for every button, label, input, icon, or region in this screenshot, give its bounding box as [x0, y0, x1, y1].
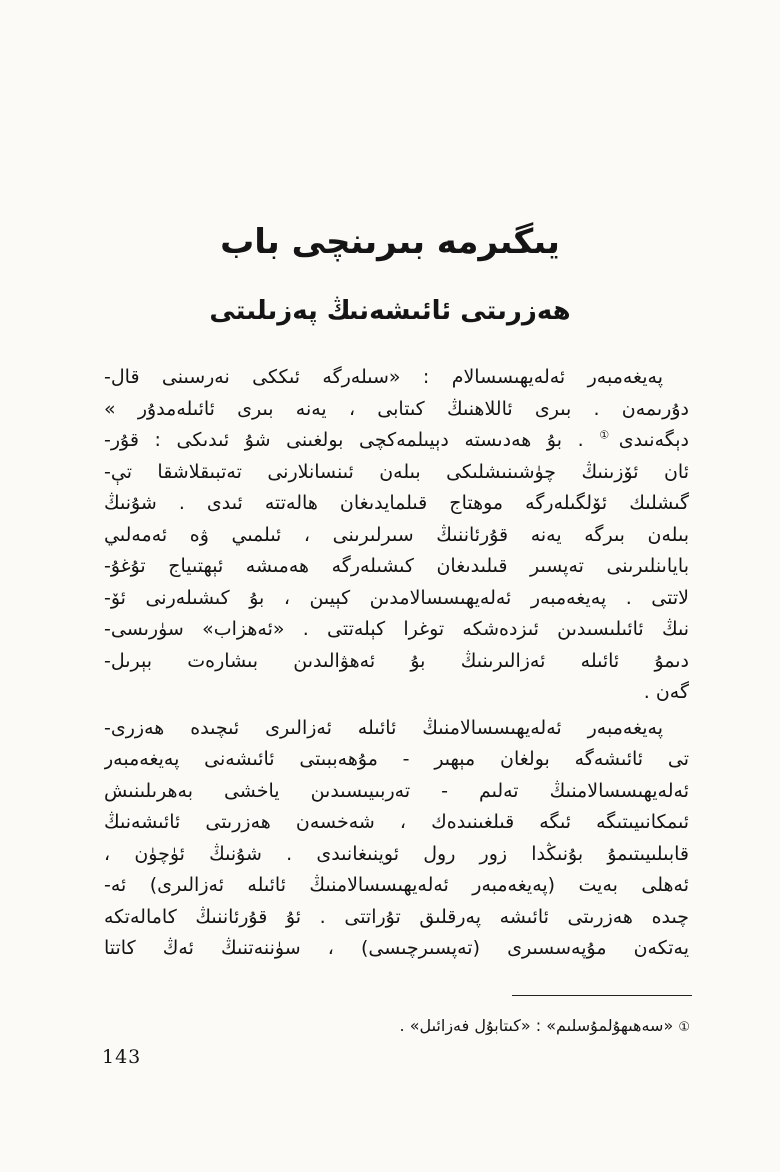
- chapter-title: يىگىرمە بىرىنچى باب: [220, 222, 560, 262]
- text-line: تى ئائىشەگە بولغان مېھىر - مۇھەببىتى ئائىشەنى پەيغەمبەر: [104, 748, 689, 770]
- footnote-text: «سەھىھۇلمۇسلىم» : «كىتابۇل فەزائىل» .: [399, 1016, 674, 1035]
- text-line: پەيغەمبەر ئەلەيھىسسالامنىڭ ئائىلە ئەزالىرى ئىچىدە ھەزرى-: [104, 716, 663, 739]
- text-line: نىڭ ئائىلىسىدىن ئىزدەشكە توغرا كېلەتتى . «ئەھزاب» سۈرىسى-: [104, 618, 689, 640]
- text-line: يەتكەن مۇپەسسىرى (تەپسىرچىسى) ، سۈننەتنىڭ ئەڭ كاتتا: [104, 937, 689, 959]
- text-line-with-footnote: [104, 425, 689, 457]
- footnote-marker: ①: [678, 1020, 690, 1035]
- text-line: گىشلىك ئۆلگىلەرگە موھتاج قىلمايدىغان ھالەتتە ئىدى . شۇنىڭ: [104, 492, 689, 514]
- body-text: [104, 362, 689, 965]
- footnote: [250, 1016, 690, 1035]
- text-line: ئەھلى بەيت (پەيغەمبەر ئەلەيھىسسالامنىڭ ئائىلە ئەزالىرى) ئە-: [104, 874, 689, 896]
- text-line: دىمۇ ئائىلە ئەزالىرىنىڭ بۇ ئەھۋالىدىن بىشارەت بېرىل-: [104, 649, 689, 672]
- paragraph-2: [104, 713, 689, 965]
- text-line: دۇرىمەن . بىرى ئاللاھنىڭ كىتابى ، يەنە بىرى ئائىلەمدۇر »: [104, 397, 689, 420]
- paragraph-1: [104, 362, 689, 709]
- section-title: ھەزرىتى ئائىشەنىڭ پەزىلىتى: [209, 296, 571, 326]
- text-line: لاتتى . پەيغەمبەر ئەلەيھىسسالامدىن كېيىن ، بۇ كىشىلەرنى ئۆ-: [104, 586, 689, 609]
- text-line: باياىنلىرىنى تەپسىر قىلىدىغان كىشىلەرگە ھەمىشە ئېھتىياج تۇغۇ-: [104, 555, 689, 577]
- text-line: ئان ئۆزىنىڭ چۈشىنىشلىكى بىلەن ئىنسانلارنى تەتبىقلاشقا تې-: [104, 460, 689, 483]
- page-number: 143: [102, 1046, 142, 1068]
- footnote-divider: [512, 995, 692, 996]
- text-line: قابىلىيىتىمۇ بۇنىڭدا زور رول ئوينىغانىدى . شۇنىڭ ئۈچۈن ،: [104, 842, 689, 865]
- text-line: بىلەن بىرگە يەنە قۇرئاننىڭ سىرلىرىنى ، ئىلمىي ۋە ئەمەلىي: [104, 523, 689, 546]
- text-line: پەيغەمبەر ئەلەيھىسسالام : «سىلەرگە ئىككى نەرسىنى قال-: [104, 366, 663, 388]
- footnote-reference: ①: [589, 428, 619, 442]
- text-line: ئىمكانىيىتىگە ئىگە قىلغىنىدەك ، شەخسەن ھەزرىتى ئائىشەنىڭ: [104, 811, 689, 833]
- text-line: چىدە ھەزرىتى ئائىشە پەرقلىق تۇراتتى . ئۇ قۇرئاننىڭ كامالەتكە: [104, 905, 689, 928]
- text-fragment: . بۇ ھەدىستە دېيىلمەكچى بولغىنى شۇ ئىدىكى : قۇر-: [104, 429, 590, 451]
- text-line: ئەلەيھىسسالامنىڭ تەلىم - تەربىيىسىدىن ياخشى بەھرىلىنىش: [104, 779, 689, 802]
- text-line: گەن .: [643, 681, 689, 703]
- text-fragment: دېگەنىدى: [618, 429, 689, 451]
